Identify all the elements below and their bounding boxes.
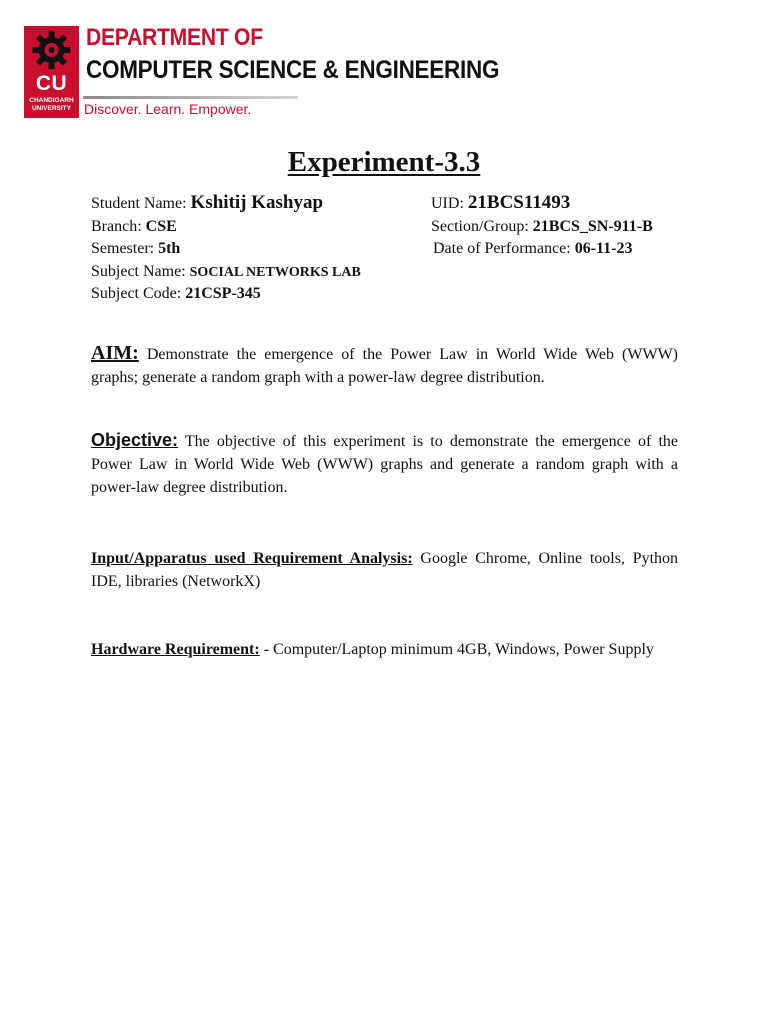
branch-label: Branch: <box>91 218 142 235</box>
aim-text: Demonstrate the emergence of the Power Law in World Wide Web (WWW) graphs; generate a random graph with a power-law degree distribution. <box>91 346 678 386</box>
date-label: Date of Performance: <box>433 240 571 257</box>
experiment-title: Experiment-3.3 <box>287 146 481 178</box>
logo-cu-text: CU <box>35 72 68 95</box>
department-line-1: DEPARTMENT OF <box>86 24 263 51</box>
objective-text: The objective of this experiment is to demonstrate the emergence of the Power Law in World Wide Web (WWW) graphs and generate a random graph with a power-law degree distribution. <box>91 433 678 496</box>
gear-emblem-icon <box>24 26 79 74</box>
uid-label: UID: <box>431 195 464 212</box>
department-line-2: COMPUTER SCIENCE & ENGINEERING <box>86 56 500 84</box>
subject-code-value: 21CSP-345 <box>185 285 261 302</box>
date-value: 06-11-23 <box>574 240 633 257</box>
header-divider <box>83 96 298 99</box>
student-name-row <box>91 192 323 214</box>
aim-section <box>91 342 678 389</box>
hardware-heading: Hardware Requirement: <box>91 641 260 658</box>
section-value: 21BCS_SN-911-B <box>532 218 653 235</box>
university-logo <box>24 26 79 118</box>
section-row <box>431 218 653 236</box>
uid-value: 21BCS11493 <box>467 192 571 213</box>
subject-name-row <box>91 263 361 281</box>
branch-value: CSE <box>145 218 177 235</box>
subject-name-value: SOCIAL NETWORKS LAB <box>189 265 361 280</box>
input-apparatus-section <box>91 547 678 593</box>
objective-section <box>91 429 678 499</box>
aim-heading: AIM: <box>91 342 139 364</box>
hardware-section <box>91 638 678 661</box>
semester-value: 5th <box>158 240 181 257</box>
section-label: Section/Group: <box>431 218 529 235</box>
student-name-label: Student Name: <box>91 195 187 212</box>
subject-code-label: Subject Code: <box>91 285 182 302</box>
hardware-text: - Computer/Laptop minimum 4GB, Windows, Power Supply <box>263 641 654 658</box>
semester-label: Semester: <box>91 240 155 257</box>
date-row <box>433 240 633 258</box>
student-name-value: Kshitij Kashyap <box>190 192 324 213</box>
input-apparatus-heading: Input/Apparatus used Requirement Analysis: <box>91 550 413 567</box>
logo-university-text: CHANDIGARH UNIVERSITY <box>29 97 74 112</box>
branch-row <box>91 218 177 236</box>
objective-heading: Objective: <box>91 430 179 450</box>
university-tagline: Discover. Learn. Empower. <box>84 101 252 117</box>
subject-code-row <box>91 285 261 303</box>
semester-row <box>91 240 180 258</box>
subject-name-label: Subject Name: <box>91 263 186 280</box>
uid-row <box>431 192 570 214</box>
input-apparatus-text: Google Chrome, Online tools, Python IDE, libraries (NetworkX) <box>91 550 679 590</box>
